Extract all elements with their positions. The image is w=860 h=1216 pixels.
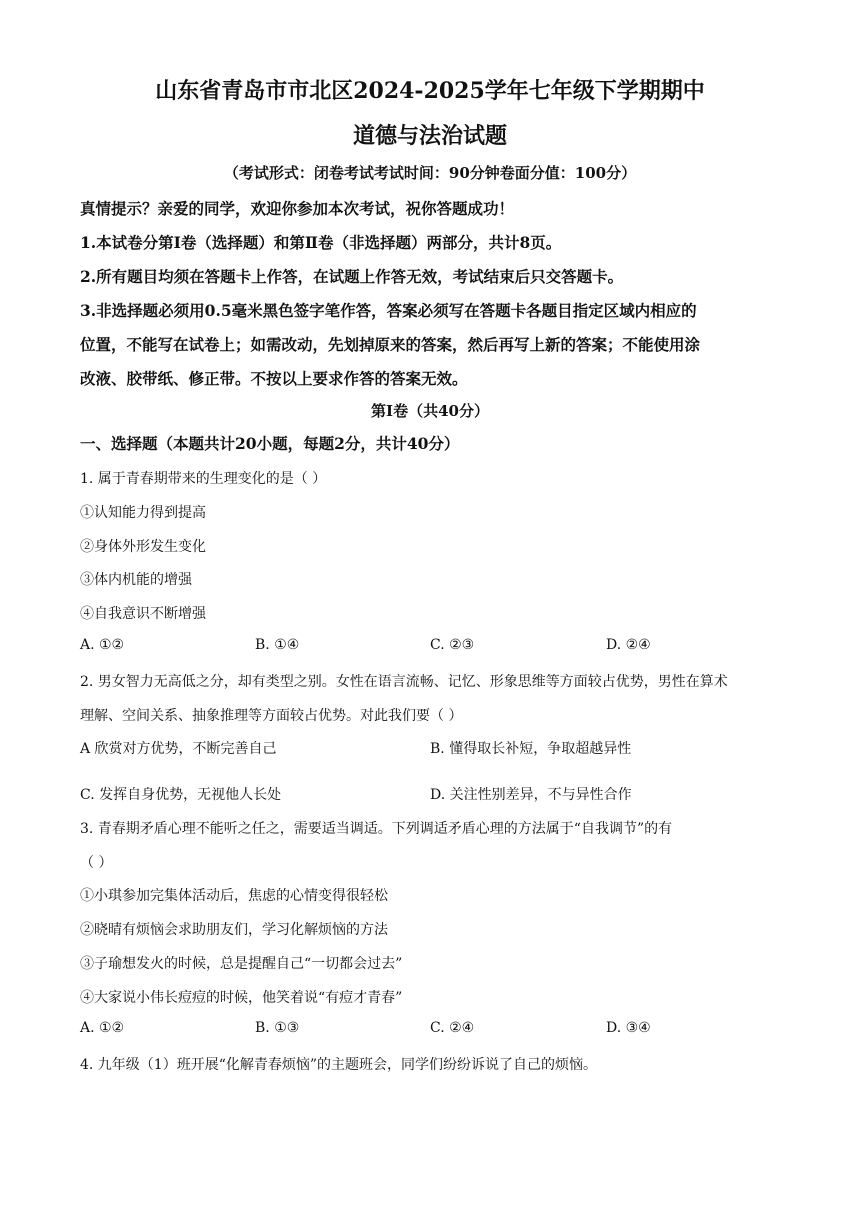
exam-title-line1: 山东省青岛市市北区2024-2025学年七年级下学期期中: [155, 78, 705, 104]
instruction-3-line2: 位置，不能写在试卷上；如需改动，先划掉原来的答案，然后再写上新的答案；不能使用涂: [80, 335, 701, 354]
question-1-option-a: A. ①②: [80, 637, 125, 653]
question-1-statement-2: ②身体外形发生变化: [80, 539, 206, 555]
question-3-option-d: D. ③④: [606, 1020, 651, 1036]
question-2-stem-line1: 2. 男女智力无高低之分，却有类型之别。女性在语言流畅、记忆、形象思维等方面较占优势，男性在算术: [80, 674, 728, 690]
question-1-statement-4: ④自我意识不断增强: [80, 606, 206, 622]
question-1-stem: 1. 属于青春期带来的生理变化的是（ ）: [80, 471, 327, 487]
instruction-1: 1.本试卷分第Ⅰ卷（选择题）和第Ⅱ卷（非选择题）两部分，共计8页。: [80, 233, 562, 252]
instruction-3-line1: 3.非选择题必须用0.5毫米黑色签字笔作答，答案必须写在答题卡各题目指定区域内相应的: [80, 301, 697, 320]
exam-title-line2: 道德与法治试题: [352, 123, 507, 149]
question-3-statement-3: ③子瑜想发火的时候，总是提醒自己“一切都会过去”: [80, 956, 403, 972]
question-3-statement-2: ②晓晴有烦恼会求助朋友们，学习化解烦恼的方法: [80, 922, 388, 938]
greeting: 真情提示？亲爱的同学，欢迎你参加本次考试，祝你答题成功！: [80, 199, 515, 218]
question-4-stem: 4. 九年级（1）班开展“化解青春烦恼”的主题班会，同学们纷纷诉说了自己的烦恼。: [80, 1057, 598, 1073]
question-3-statement-4: ④大家说小伟长痘痘的时候，他笑着说“有痘才青春”: [80, 990, 403, 1006]
question-1-option-d: D. ②④: [606, 637, 651, 653]
question-1-statement-1: ①认知能力得到提高: [80, 505, 206, 521]
question-2-option-a: A 欣赏对方优势，不断完善自己: [80, 741, 277, 757]
question-2-option-d: D. 关注性别差异，不与异性合作: [430, 787, 632, 803]
question-1-statement-3: ③体内机能的增强: [80, 572, 192, 588]
question-3-option-a: A. ①②: [80, 1020, 125, 1036]
part-title: 一、选择题（本题共计20小题，每题2分，共计40分）: [80, 434, 460, 453]
question-3-stem-line1: 3. 青春期矛盾心理不能听之任之，需要适当调适。下列调适矛盾心理的方法属于“自我调节”的有: [80, 821, 673, 837]
instruction-3-line3: 改液、胶带纸、修正带。不按以上要求作答的答案无效。: [80, 369, 468, 388]
question-2-stem-line2: 理解、空间关系、抽象推理等方面较占优势。对此我们要（ ）: [80, 708, 463, 724]
volume-title: 第Ⅰ卷（共40分）: [371, 402, 489, 420]
question-3-statement-1: ①小琪参加完集体活动后，焦虑的心情变得很轻松: [80, 888, 388, 904]
question-1-option-b: B. ①④: [255, 637, 300, 653]
instruction-2: 2.所有题目均须在答题卡上作答，在试题上作答无效，考试结束后只交答题卡。: [80, 267, 624, 286]
question-3-option-c: C. ②④: [430, 1020, 475, 1036]
question-2-option-c: C. 发挥自身优势，无视他人长处: [80, 787, 282, 803]
question-3-option-b: B. ①③: [255, 1020, 300, 1036]
question-3-stem-line2: （ ）: [80, 855, 113, 871]
question-2-option-b: B. 懂得取长补短，争取超越异性: [430, 741, 632, 757]
question-1-option-c: C. ②③: [430, 637, 475, 653]
exam-info: （考试形式：闭卷考试考试时间：90分钟卷面分值：100分）: [223, 164, 637, 182]
